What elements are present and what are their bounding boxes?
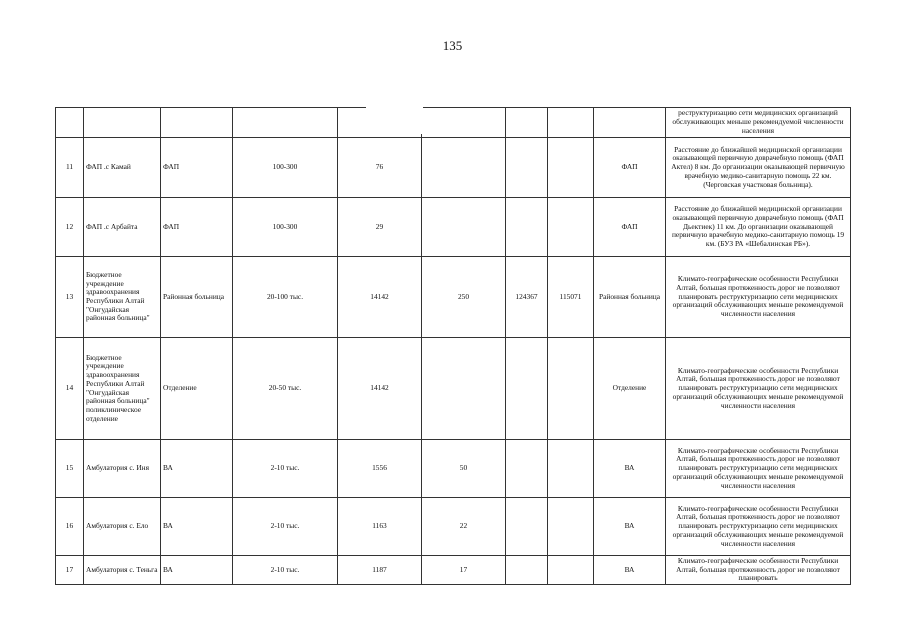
cell-num: 12 <box>56 198 84 257</box>
cell-val2 <box>548 556 594 585</box>
cell-note: Климато-географические особенности Республики Алтай, большая протяженность дорог не позволяют планировать реструктуризацию сети медицинских организаций обслуживающих меньше рекомендуемой численности населения <box>666 338 851 440</box>
cell-beds <box>422 138 506 198</box>
cell-val2 <box>548 440 594 498</box>
cell-type2: ФАП <box>594 198 666 257</box>
cell-num: 14 <box>56 338 84 440</box>
cell-population: 20-50 тыс. <box>233 338 338 440</box>
cell-served: 1163 <box>338 498 422 556</box>
cell-name: Амбулатория с. Ело <box>84 498 161 556</box>
cell-val2: 115071 <box>548 257 594 338</box>
cell-val1: 124367 <box>506 257 548 338</box>
cell-note: Климато-географические особенности Республики Алтай, большая протяженность дорог не позволяют планировать <box>666 556 851 585</box>
cell-beds: 250 <box>422 257 506 338</box>
cell-population: 100-300 <box>233 138 338 198</box>
cell-num: 13 <box>56 257 84 338</box>
cell-name: Амбулатория с. Иня <box>84 440 161 498</box>
cell-type: ВА <box>161 498 233 556</box>
cell-served: 1556 <box>338 440 422 498</box>
cell-val2 <box>548 198 594 257</box>
cell-note: Климато-географические особенности Республики Алтай, большая протяженность дорог не позволяют планировать реструктуризацию сети медицинских организаций обслуживающих меньше рекомендуемой численности населения <box>666 498 851 556</box>
cell-type: ФАП <box>161 138 233 198</box>
cell-beds <box>422 108 506 138</box>
cell-served: 14142 <box>338 338 422 440</box>
cell-population: 2-10 тыс. <box>233 440 338 498</box>
table-row <box>56 440 851 498</box>
cell-population <box>233 108 338 138</box>
cell-num <box>56 108 84 138</box>
cell-type2: Районная больница <box>594 257 666 338</box>
cell-beds: 22 <box>422 498 506 556</box>
cell-beds: 50 <box>422 440 506 498</box>
cell-val1 <box>506 440 548 498</box>
cell-type: Районная больница <box>161 257 233 338</box>
cell-type2: ВА <box>594 556 666 585</box>
cell-val1 <box>506 198 548 257</box>
cell-type <box>161 108 233 138</box>
cell-note: Расстояние до ближайшей медицинской организации оказывающей первичную доврачебную помощь (ФАП Дьектиек) 11 км. До организации оказывающей первичную врачебную медико-санитарную помощь 19 км. (БУЗ РА «Шебалинская РБ»). <box>666 198 851 257</box>
cell-served: 1187 <box>338 556 422 585</box>
cell-type: ВА <box>161 556 233 585</box>
cell-type2: ВА <box>594 440 666 498</box>
table-row <box>56 556 851 585</box>
cell-note: реструктуризацию сети медицинских организаций обслуживающих меньше рекомендуемой численности населения <box>666 108 851 138</box>
cell-name: ФАП .с Арбайта <box>84 198 161 257</box>
cell-val1 <box>506 498 548 556</box>
cell-type2: ВА <box>594 498 666 556</box>
cell-type: Отделение <box>161 338 233 440</box>
cell-num: 15 <box>56 440 84 498</box>
table-gap <box>366 104 423 134</box>
cell-note: Климато-географические особенности Республики Алтай, большая протяженность дорог не позволяют планировать реструктуризацию сети медицинских организаций обслуживающих меньше рекомендуемой численности населения <box>666 257 851 338</box>
cell-name: Бюджетное учреждение здравоохранения Республики Алтай "Онгудайская районная больница" поликлиническое отделение <box>84 338 161 440</box>
cell-type: ВА <box>161 440 233 498</box>
cell-type2 <box>594 108 666 138</box>
table-row <box>56 498 851 556</box>
cell-beds <box>422 198 506 257</box>
cell-beds <box>422 338 506 440</box>
table-row <box>56 198 851 257</box>
cell-val1 <box>506 108 548 138</box>
cell-type: ФАП <box>161 198 233 257</box>
cell-val1 <box>506 556 548 585</box>
cell-population: 20-100 тыс. <box>233 257 338 338</box>
cell-name: Бюджетное учреждение здравоохранения Республики Алтай "Онгудайская районная больница" <box>84 257 161 338</box>
cell-type2: ФАП <box>594 138 666 198</box>
cell-val1 <box>506 138 548 198</box>
cell-num: 16 <box>56 498 84 556</box>
cell-served: 29 <box>338 198 422 257</box>
cell-type2: Отделение <box>594 338 666 440</box>
cell-val2 <box>548 338 594 440</box>
table-row-continuation <box>56 108 851 138</box>
cell-num: 11 <box>56 138 84 198</box>
cell-name: ФАП .с Камай <box>84 138 161 198</box>
cell-served: 14142 <box>338 257 422 338</box>
cell-val1 <box>506 338 548 440</box>
cell-note: Климато-географические особенности Республики Алтай, большая протяженность дорог не позволяют планировать реструктуризацию сети медицинских организаций обслуживающих меньше рекомендуемой численности населения <box>666 440 851 498</box>
cell-name: Амбулатория с. Теньга <box>84 556 161 585</box>
cell-beds: 17 <box>422 556 506 585</box>
cell-name <box>84 108 161 138</box>
facilities-table <box>55 107 851 585</box>
cell-val2 <box>548 498 594 556</box>
cell-val2 <box>548 138 594 198</box>
cell-num: 17 <box>56 556 84 585</box>
page-number: 135 <box>442 38 463 53</box>
table-row <box>56 257 851 338</box>
cell-note: Расстояние до ближайшей медицинской организации оказывающей первичную доврачебную помощь (ФАП Актел) 8 км. До организации оказывающей первичную врачебную медико-санитарную помощь 22 км. (Черговская участковая больница). <box>666 138 851 198</box>
cell-served: 76 <box>338 138 422 198</box>
cell-val2 <box>548 108 594 138</box>
table-row <box>56 138 851 198</box>
cell-population: 2-10 тыс. <box>233 556 338 585</box>
cell-population: 2-10 тыс. <box>233 498 338 556</box>
table-row <box>56 338 851 440</box>
cell-population: 100-300 <box>233 198 338 257</box>
